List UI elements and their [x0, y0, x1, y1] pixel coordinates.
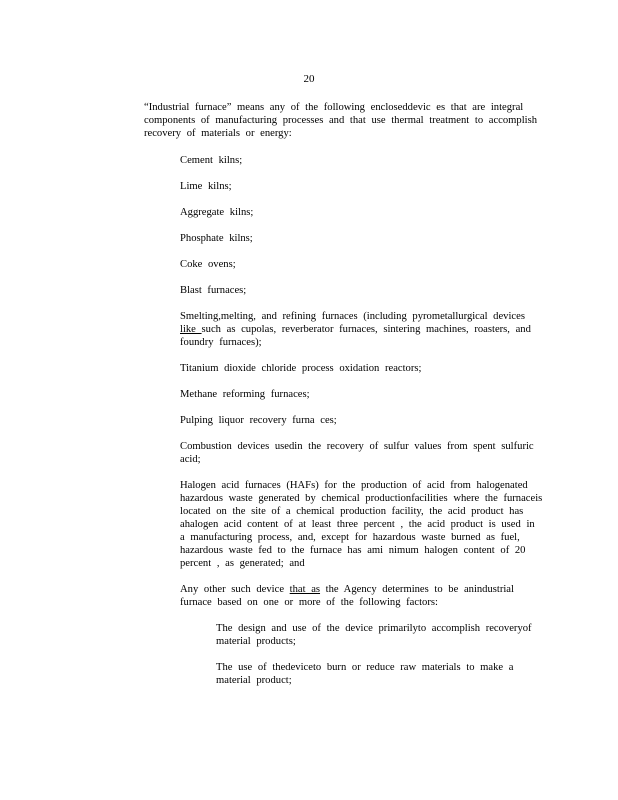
list-item: Coke ovens; — [180, 259, 236, 270]
other-device-list-item — [180, 583, 545, 687]
list-item: Phosphate kilns; — [180, 233, 253, 244]
list-item: Methane reforming furnaces; — [180, 389, 310, 400]
page-number: 20 — [303, 73, 315, 85]
smelting-list-item — [180, 310, 545, 349]
factors-list — [216, 622, 545, 687]
list-item: Aggregate kilns; — [180, 207, 254, 218]
list-item: Cement kilns; — [180, 155, 243, 166]
furnace-list — [180, 154, 545, 700]
smelting-text-before: Smelting,melting, and refining furnaces (including pyrometallurgical devices — [180, 311, 525, 322]
list-item: Halogen acid furnaces (HAFs) for the production of acid from halogenated hazardous waste generated by chemical productionfacilities where the furnaceis located on the site of a chemical production facility, the acid product has ahalogen acid content of at least three percent , the acid product is used in a manufacturing process, and, except for hazardous waste burned as fuel, hazardous waste fed to the furnace has ami nimum halogen content of 20 percent , as generated; and — [180, 480, 543, 569]
list-item: Pulping liquor recovery furna ces; — [180, 415, 337, 426]
other-device-text-after: the Agency determines to be anindustrial furnace based on one or more of the following factors: — [180, 584, 514, 608]
list-item: Blast furnaces; — [180, 285, 247, 296]
list-item: Combustion devices usedin the recovery of sulfur values from spent sulfuric acid; — [180, 441, 534, 465]
factor-item: The use of thedeviceto burn or reduce raw materials to make a material product; — [216, 662, 514, 686]
smelting-text-after: such as cupolas, reverberator furnaces, sintering machines, roasters, and foundry furnaces); — [180, 324, 531, 348]
list-item: Titanium dioxide chloride process oxidation reactors; — [180, 363, 422, 374]
list-item: Lime kilns; — [180, 181, 232, 192]
industrial-furnace-definition: “Industrial furnace” means any of the following encloseddevic es that are integral components of manufacturing processes and that use thermal treatment to accomplish recovery of materials or energy: — [144, 102, 538, 139]
other-device-text-before: Any other such device — [180, 584, 290, 595]
smelting-underlined-text: like — [180, 324, 202, 335]
factor-item: The design and use of the device primarilyto accomplish recoveryof material products; — [216, 623, 532, 647]
other-device-underlined-text: that as — [289, 584, 321, 595]
